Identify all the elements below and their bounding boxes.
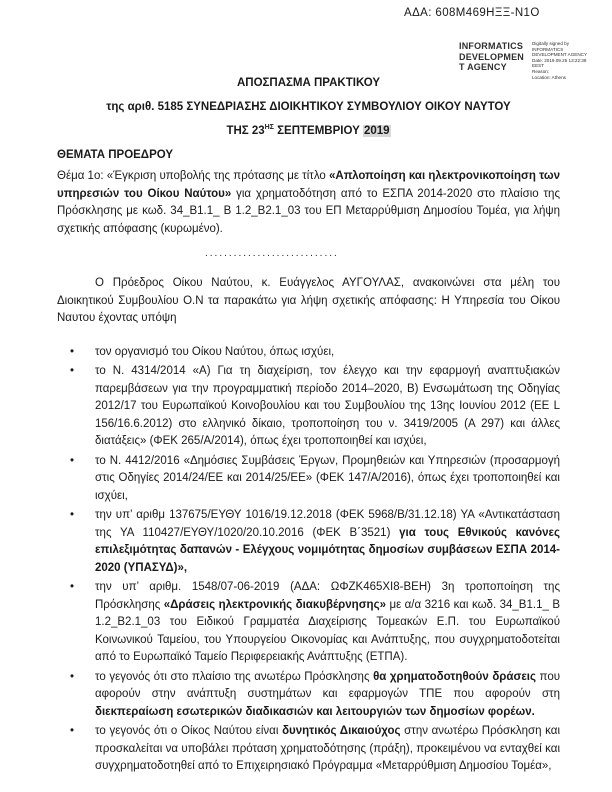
bullet-icon: • xyxy=(70,670,75,683)
list-item-text: το Ν. 4314/2014 «Α) Για τη διαχείριση, τον έλεγχο και την εφαρμογή αναπτυξιακών παρεμβάσεων για την προγραμματική περίοδο 2014–2020, Β) Ενσωμάτωση της Οδηγίας 2012/17 του Ευρωπαϊκού Κοινοβουλίου και του Συμβουλίου της 13ης Ιουνίου 2012 (ΕΕ L 156/16.6.2012) στο ελληνικό δίκαιο, τροποποίηση του ν. 3419/2005 (Α 297) και άλλες διατάξεις» (ΦΕΚ 265/Α/2014), όπως έχει τροποποιηθεί και ισχύει, xyxy=(95,365,560,447)
bullet-icon: • xyxy=(70,345,75,358)
list-item xyxy=(57,453,560,506)
bullet-icon: • xyxy=(70,581,75,593)
signature-agency-name: INFORMATICS DEVELOPMEN T AGENCY xyxy=(459,41,525,72)
date-ordinal-sup: ΗΣ xyxy=(264,124,274,132)
bullet-icon: • xyxy=(70,725,75,737)
date-year-highlight: 2019 xyxy=(363,125,390,137)
bullet-icon: • xyxy=(70,365,75,377)
session-title: της αριθ. 5185 ΣΥΝΕΔΡΙΑΣΗΣ ΔΙΟΙΚΗΤΙΚΟΥ ΣΥΜΒΟΥΛΙΟΥ ΟΙΚΟΥ ΝΑΥΤΟΥ xyxy=(106,101,511,113)
list-item xyxy=(57,579,560,667)
list-item xyxy=(57,507,560,577)
list-item xyxy=(57,669,560,722)
dotted-separator: ............................ xyxy=(205,248,339,259)
list-item-text: την υπ’ αριθμ. 1548/07-06-2019 (ΑΔΑ: ΩΦΖΚ465ΧΙ8-ΒΕΗ) 3η τροποποίηση της Πρόσκλησης «Δράσεις ηλεκτρονικής διακυβέρνησης» με α/α 3216 και κωδ. 34_Β1.1_ Β 1.2_Β2.1_03 του Ειδικού Γραμματέα Διαχείρισης Τομεακών Ε.Π. του Ευρωπαϊκού Κοινωνικού Ταμείου, του Υπουργείου Οικονομίας και Ανάπτυξης, που συγχρηματοδοτείται από το Ευρωπαϊκό Ταμείο Περιφερειακής Ανάπτυξης (ΕΤΠΑ). xyxy=(95,581,560,663)
document-title: ΑΠΟΣΠΑΣΜΑ ΠΡΑΚΤΙΚΟΥ xyxy=(236,77,381,89)
intro-paragraph: Ο Πρόεδρος Οίκου Ναύτου, κ. Ευάγγελος ΑΥΓΟΥΛΑΣ, ανακοινώνει στα μέλη του Διοικητικού Συμβουλίου Ο.Ν τα παρακάτω για λήψη σχετικής απόφασης: Η Υπηρεσία του Οίκου Ναυτου έχοντας υπόψη xyxy=(57,277,560,324)
list-item xyxy=(57,363,560,451)
subject-paragraph: Θέμα 1ο: «Έγκριση υποβολής της πρότασης με τίτλο «Απλοποίηση και ηλεκτρονικοποίηση των υπηρεσιών του Οίκου Ναύτου» για χρηματοδότηση από το ΕΣΠΑ 2014-2020 στο πλαίσιο της Πρόσκλησης με κωδ. 34_Β1.1_ Β 1.2_Β2.1_03 του ΕΠ Μεταρρύθμιση Δημοσίου Τομέα, για λήψη σχετικής απόφασης (κυρωμένο). xyxy=(57,170,560,235)
date-prefix: ΤΗΣ 23 xyxy=(226,125,265,137)
list-item xyxy=(57,723,560,776)
bullet-icon: • xyxy=(70,509,75,521)
date-month: ΣΕΠΤΕΜΒΡΙΟΥ xyxy=(273,125,363,137)
ada-code: ΑΔΑ: 608Μ469ΗΞΞ-Ν1Ο xyxy=(404,7,540,19)
bullet-icon: • xyxy=(70,454,75,467)
session-date xyxy=(57,124,560,138)
list-item-text: το Ν. 4412/2016 «Δημόσιες Συμβάσεις Έργων, Προμηθειών και Υπηρεσιών (προσαρμογή στις Οδηγίες 2014/24/ΕΕ και 2014/25/ΕΕ» (ΦΕΚ 147/Α/2016), όπως έχει τροποποιηθεί και ισχύει, xyxy=(95,454,560,502)
section-heading: ΘΕΜΑΤΑ ΠΡΟΕΔΡΟΥ xyxy=(57,149,174,161)
list-item-text: τον οργανισμό του Οίκου Ναύτου, όπως ισχύει, xyxy=(95,345,335,358)
list-item-text: το γεγονός ότι ο Οίκος Ναύτου είναι δυνητικός Δικαιούχος στην ανωτέρω Πρόσκληση και προσκαλείται να υποβάλει πρόταση χρηματοδότησης (πράξη), προκειμένου να ενταχθεί και συγχρηματοδοτηθεί από το Επιχειρησιακό Πρόγραμμα «Μεταρρύθμιση Δημοσίου Τομέα», xyxy=(95,725,560,772)
list-item-text: το γεγονός ότι στο πλαίσιο της ανωτέρω Πρόσκλησης θα χρηματοδοτηθούν δράσεις που αφορούν στην ανάπτυξη συστημάτων και εφαρμογών ΤΠΕ που αφορούν στη διεκπεραίωση εσωτερικών διαδικασιών και λειτουργιών των δημοσίων φορέων. xyxy=(95,670,561,718)
list-item-text: την υπ’ αριθμ 137675/ΕΥΘΥ 1016/19.12.2018 (ΦΕΚ 5968/Β/31.12.18) ΥΑ «Αντικατάσταση της ΥΑ 110427/ΕΥΘΥ/1020/20.10.2016 (ΦΕΚ Β΄3521) για τους Εθνικούς κανόνες επιλεξιμότητας δαπανών - Ελέγχους νομιμότητας δημοσίων συμβάσεων ΕΣΠΑ 2014-2020 (ΥΠΑΣΥΔ)», xyxy=(95,509,560,574)
considerations-list xyxy=(57,344,560,776)
list-item xyxy=(57,344,560,362)
signature-details: Digitally signed by INFORMATICS DEVELOPMENT AGENCY Date: 2019.09.25 13:22:38 EEST Reason: Location: Athens xyxy=(532,41,588,80)
document-body xyxy=(57,70,560,778)
